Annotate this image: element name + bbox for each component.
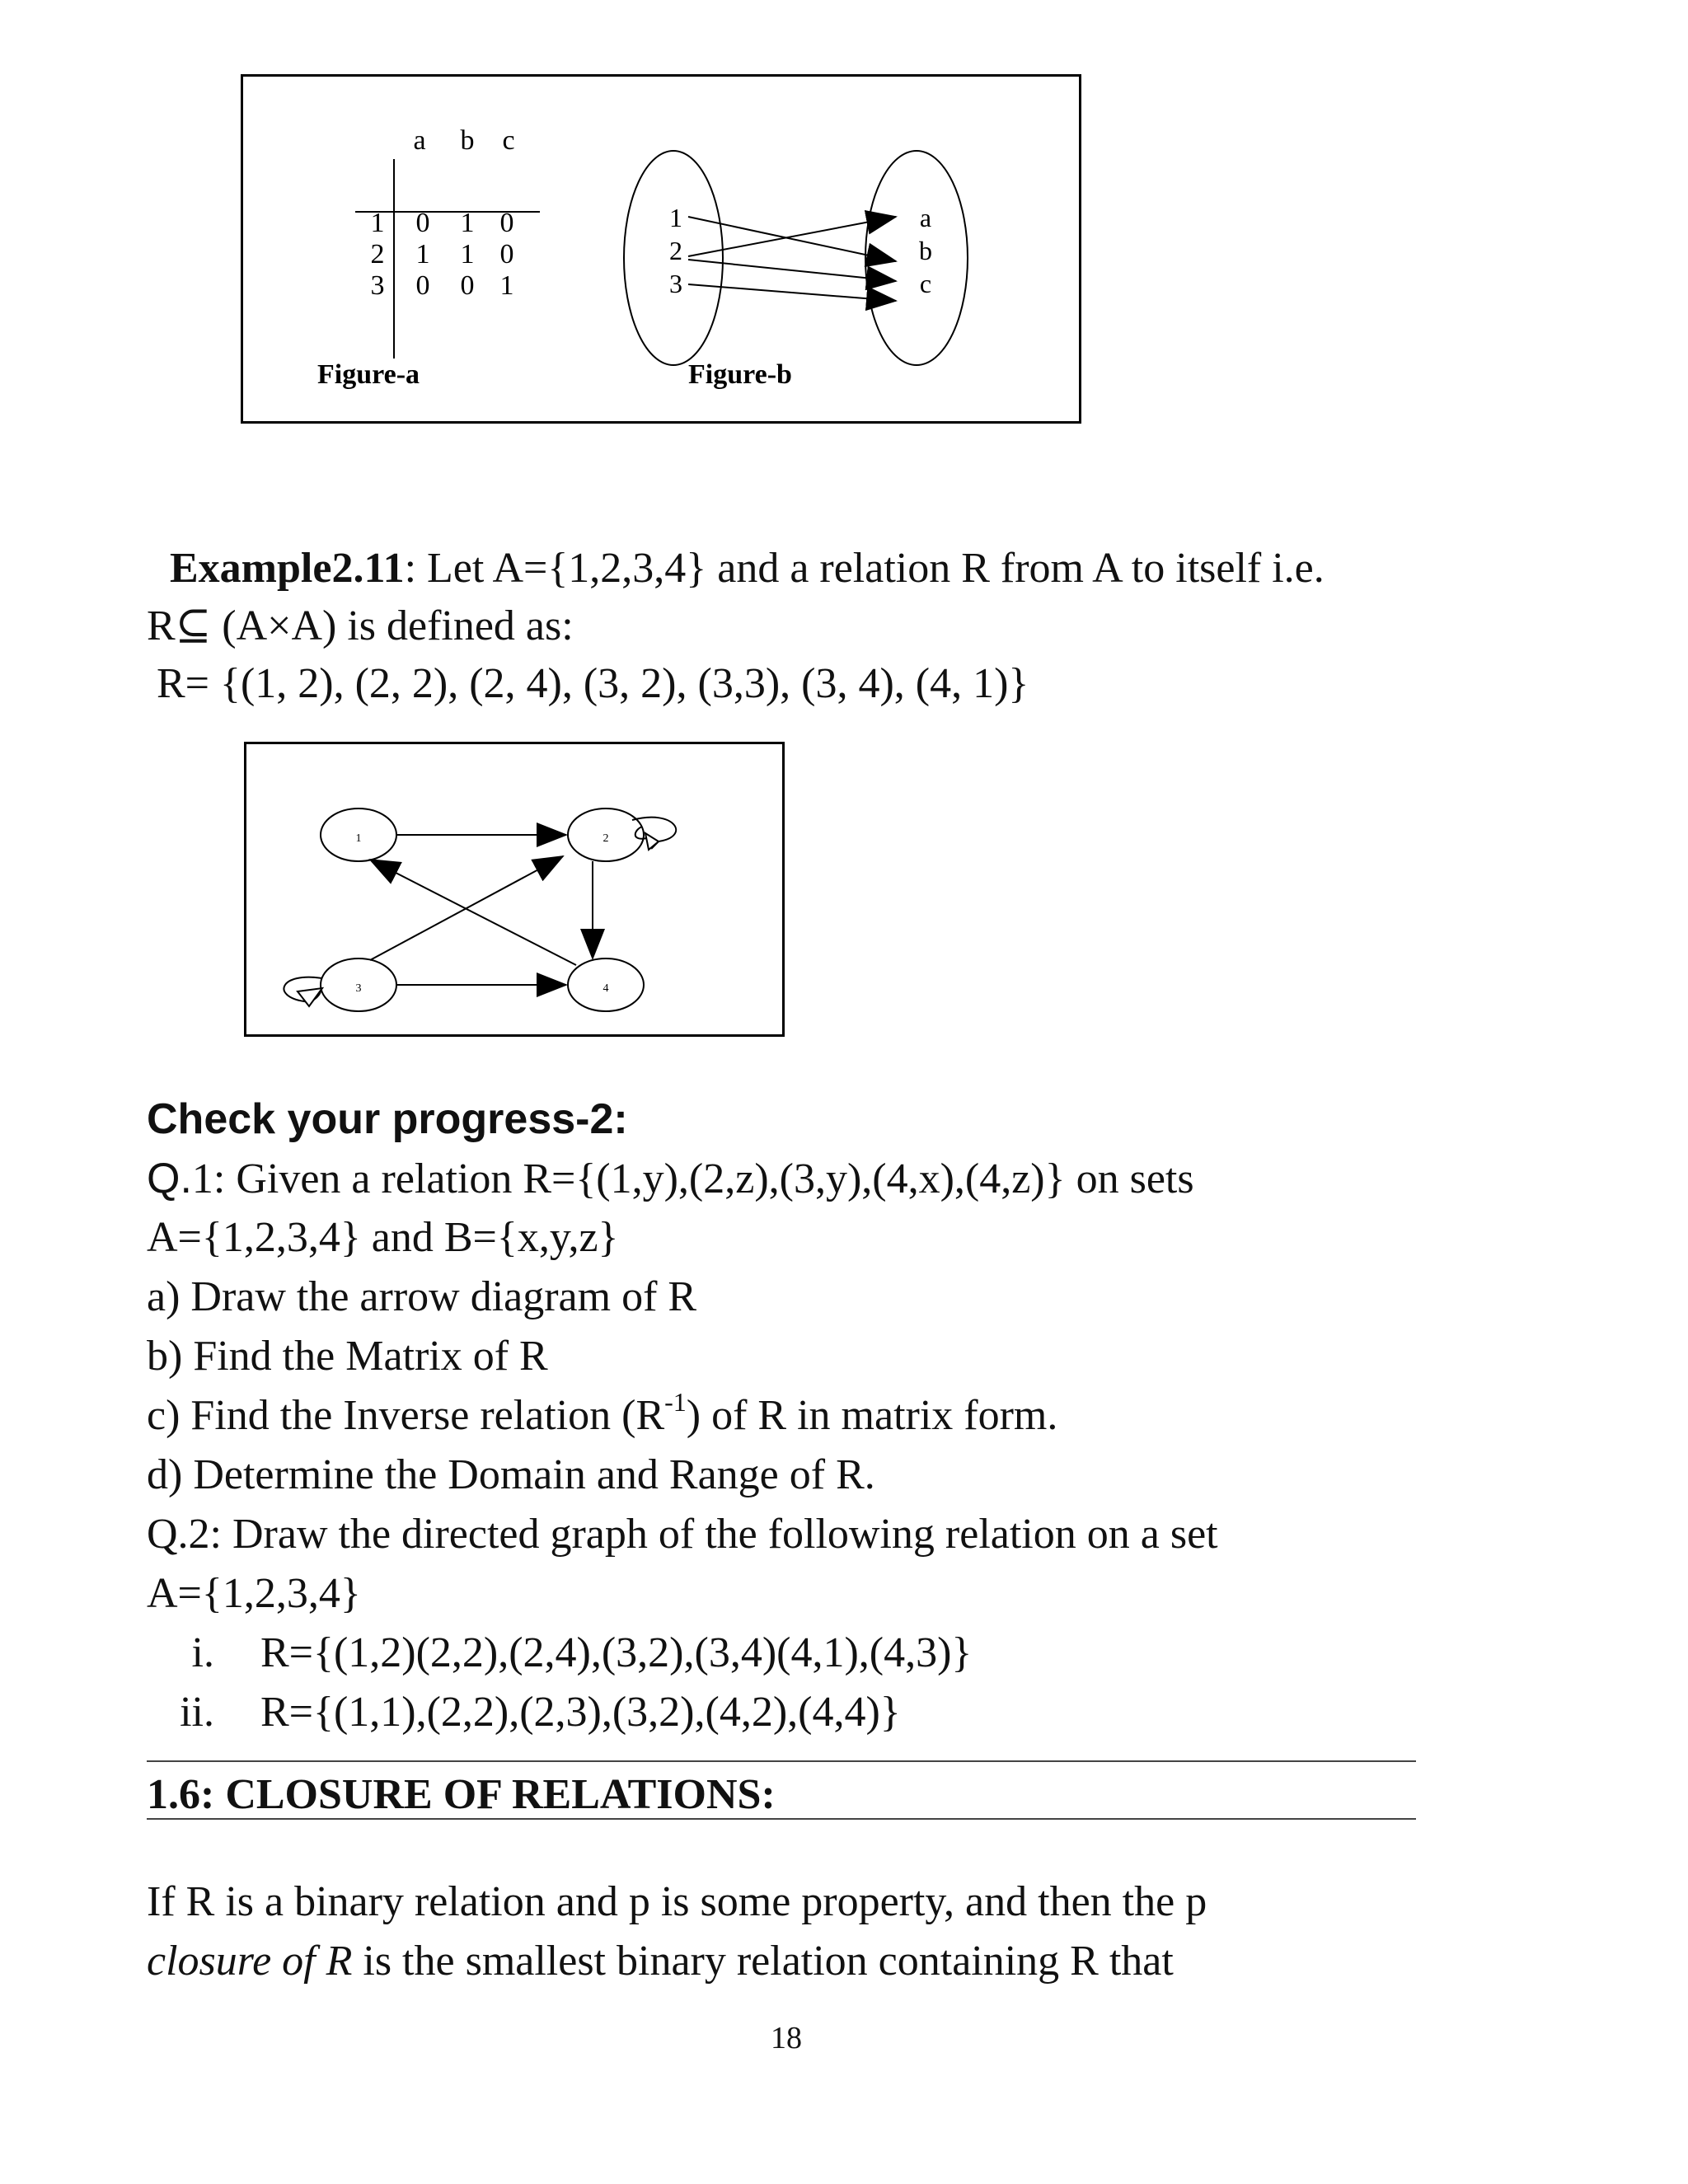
- set-element-right: a: [919, 203, 932, 232]
- closure-line-2: [147, 1932, 1174, 1991]
- matrix-cell: 1: [460, 208, 475, 238]
- q1-line-2: A={1,2,3,4} and B={x,y,z}: [147, 1214, 619, 1261]
- matrix-row-label: 1: [370, 208, 385, 238]
- set-element-left: 2: [669, 236, 682, 265]
- caption-figure-b: Figure-b: [688, 359, 792, 390]
- graph-node-label: 1: [355, 832, 362, 845]
- set-element-right: b: [919, 236, 932, 265]
- example-relation-set: R= {(1, 2), (2, 2), (2, 4), (3, 2), (3,3), (3, 4), (4, 1)}: [157, 660, 1029, 707]
- graph-node-label: 4: [603, 982, 609, 995]
- matrix-cell: 0: [460, 270, 475, 301]
- q2-item-text: R={(1,1),(2,2),(2,3),(3,2),(4,2),(4,4)}: [260, 1689, 901, 1736]
- q2-item-number: ii.: [180, 1689, 214, 1736]
- matrix-cell: 1: [499, 270, 514, 301]
- q1-prefix: Q.: [147, 1155, 192, 1202]
- set-element-left: 3: [669, 269, 682, 298]
- matrix-cell: 1: [460, 239, 475, 269]
- section-rule-bottom: [147, 1818, 1416, 1820]
- q1-part-a: a) Draw the arrow diagram of R: [147, 1273, 697, 1320]
- set-element-left: 1: [669, 203, 682, 232]
- matrix-cell: 1: [415, 239, 430, 269]
- q1-part-c-text-end: ) of R in matrix form.: [686, 1392, 1058, 1439]
- example-line-2: R⊆ (A×A) is defined as:: [147, 602, 574, 649]
- q1-part-c-text: c) Find the Inverse relation (R: [147, 1392, 665, 1439]
- matrix-col-header: c: [502, 125, 515, 156]
- example-text: : Let A={1,2,3,4} and a relation R from A to itself i.e.: [404, 545, 1325, 592]
- section-rule-top: [147, 1760, 1416, 1762]
- matrix-cell: 0: [499, 208, 514, 238]
- q1-text: 1: Given a relation R={(1,y),(2,z),(3,y),(4,x),(4,z)} on sets: [191, 1155, 1194, 1202]
- closure-italic: closure of R: [147, 1938, 353, 1985]
- matrix-cell: 0: [499, 239, 514, 269]
- q2-line-1: Q.2: Draw the directed graph of the following relation on a set: [147, 1511, 1218, 1558]
- q1-part-c: [147, 1386, 1057, 1446]
- graph-edge: [370, 860, 576, 965]
- q2-item-number: i.: [191, 1629, 214, 1676]
- q2-item-text: R={(1,2)(2,2),(2,4),(3,2),(3,4)(4,1),(4,3)}: [260, 1629, 973, 1676]
- graph-self-loop-arrowhead: [645, 833, 659, 850]
- progress-heading: Check your progress-2:: [147, 1095, 628, 1143]
- page-number: 18: [771, 2021, 802, 2055]
- figure-box-digraph: [244, 742, 785, 1037]
- matrix-row-label: 3: [370, 270, 385, 301]
- figure-top-svg: [243, 77, 1079, 421]
- caption-figure-a: Figure-a: [317, 359, 420, 390]
- graph-node-label: 2: [603, 832, 609, 845]
- graph-self-loop-arrowhead: [298, 988, 322, 1006]
- closure-line-1: If R is a binary relation and p is some property, and then the p: [147, 1878, 1207, 1925]
- matrix-cell: 0: [415, 208, 430, 238]
- section-heading: 1.6: CLOSURE OF RELATIONS:: [147, 1771, 776, 1818]
- digraph-svg: [246, 744, 782, 1034]
- example-label: Example2.11: [170, 545, 405, 592]
- q1-part-b: b) Find the Matrix of R: [147, 1333, 548, 1380]
- set-element-right: c: [919, 269, 932, 298]
- matrix-cell: 0: [415, 270, 430, 301]
- matrix-col-header: b: [460, 125, 475, 156]
- q1-line-1: [147, 1149, 1194, 1209]
- q1-part-c-superscript: -1: [664, 1386, 687, 1417]
- closure-line-2-rest: is the smallest binary relation containing R that: [352, 1938, 1174, 1985]
- figure-box-top: [241, 74, 1081, 424]
- example-line-1: [170, 539, 1325, 598]
- matrix-row-label: 2: [370, 239, 385, 269]
- matrix-col-header: a: [413, 125, 426, 156]
- q1-part-d: d) Determine the Domain and Range of R.: [147, 1451, 875, 1498]
- q2-line-2: A={1,2,3,4}: [147, 1570, 361, 1617]
- graph-node-label: 3: [355, 982, 362, 995]
